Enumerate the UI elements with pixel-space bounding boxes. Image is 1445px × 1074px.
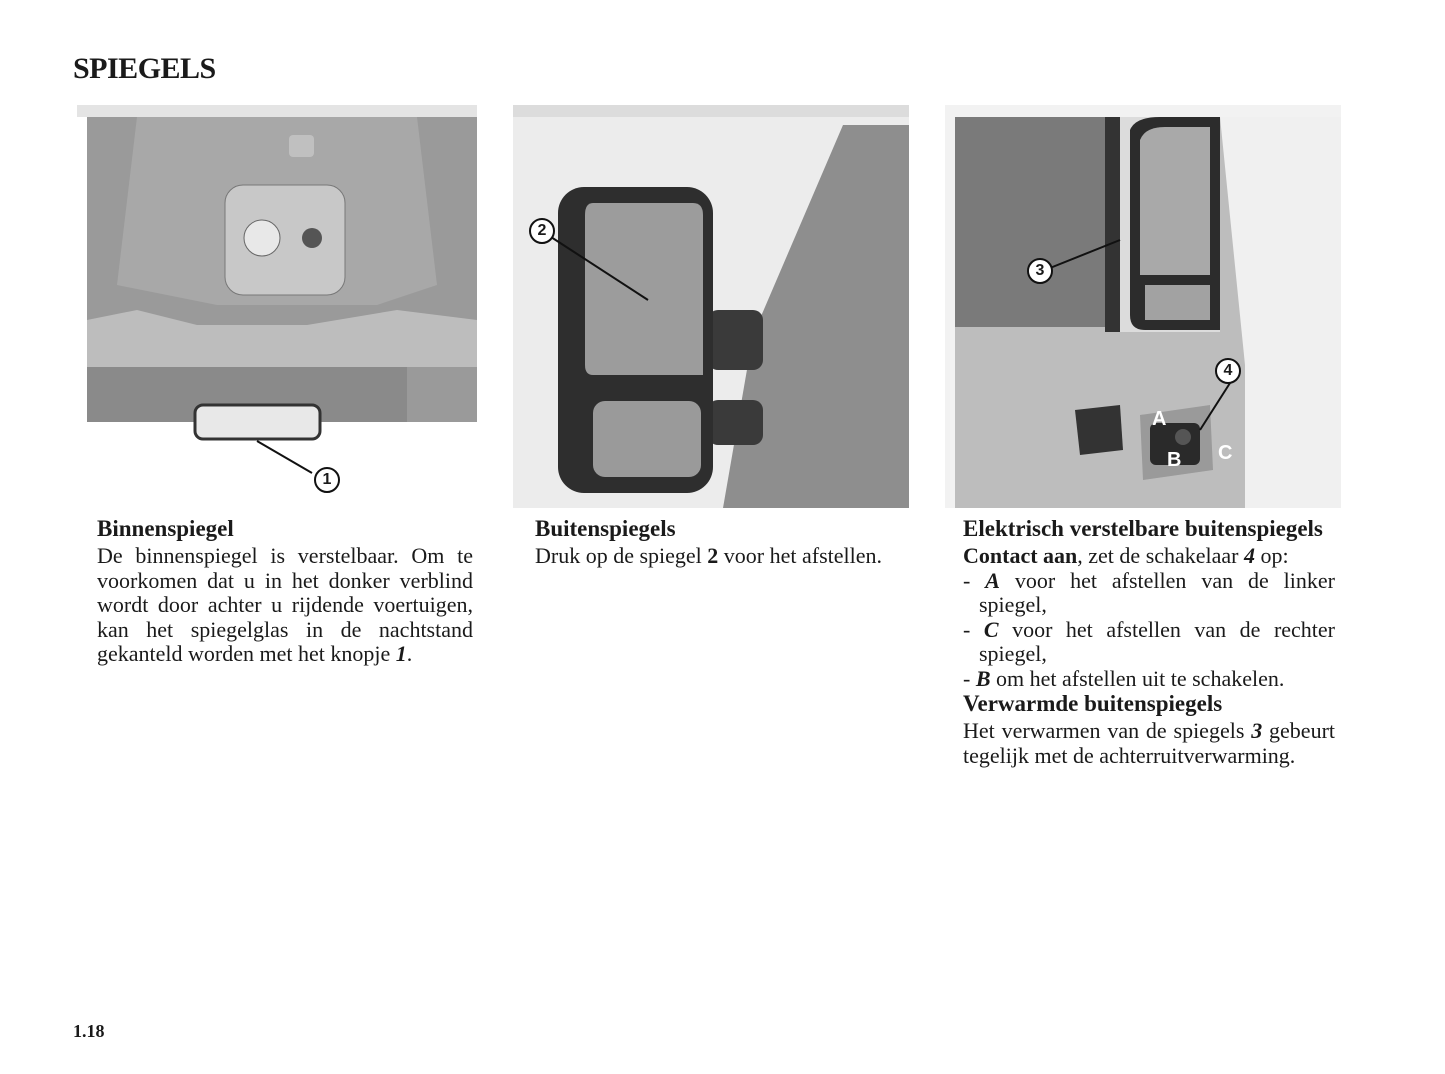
- item-key: B: [975, 665, 991, 691]
- switch-label-a: A: [1152, 408, 1167, 430]
- item-text: voor het afstellen van de rechter spiegel,: [979, 616, 1336, 666]
- page-title: SPIEGELS: [73, 52, 216, 85]
- list-item: - B om het afstellen uit te schakelen.: [963, 665, 1285, 691]
- section-interior-mirror: [97, 516, 473, 667]
- body-text: Het verwarmen van de spiegels: [963, 718, 1252, 743]
- item-key: C: [983, 616, 999, 642]
- photo-door-mirror-switch: [945, 105, 1341, 508]
- list-item: - C voor het afstellen van de rechter spiegel,: [963, 616, 1336, 666]
- callout-3: 3: [1027, 258, 1053, 284]
- switch-label-c: C: [1218, 442, 1233, 464]
- callout-1: 1: [314, 467, 340, 493]
- photo-exterior-mirror: [513, 105, 909, 508]
- photo-interior-mirror: [77, 105, 477, 505]
- body-text: voor het afstellen.: [718, 543, 883, 568]
- body-text: , zet de schakelaar: [1077, 543, 1245, 568]
- text-exterior-mirrors: [535, 544, 905, 569]
- page-number: 1.18: [73, 1021, 105, 1041]
- ref-number: 4: [1244, 543, 1256, 568]
- body-text: gebeurt tegelijk met de achterruitverwarming.: [963, 718, 1336, 768]
- list-item: - A voor het afstellen van de linker spiegel,: [963, 567, 1335, 617]
- switch-label-b: B: [1167, 449, 1182, 471]
- text-interior-mirror: [97, 544, 473, 667]
- item-key: A: [985, 567, 1000, 593]
- contact-on: Contact aan: [963, 543, 1078, 568]
- section-exterior-mirrors: [535, 516, 905, 569]
- body-text: op:: [1255, 543, 1289, 568]
- body-text: De binnenspiegel is verstelbaar. Om te voorkomen dat u in het donker verblind wordt door achter u rijdende voertuigen, kan het spiegelglas in de nachtstand gekanteld worden met het knopje: [97, 543, 473, 666]
- item-text: om het afstellen uit te schakelen.: [990, 665, 1285, 691]
- heading-electric-mirrors: Elektrisch verstelbare buitenspiegels: [963, 516, 1323, 541]
- period: .: [406, 641, 413, 666]
- text-intro: [963, 544, 1335, 569]
- heading-heated-mirrors: Verwarmde buitenspiegels: [963, 691, 1223, 716]
- item-text: voor het afstellen van de linker spiegel,: [979, 567, 1335, 617]
- ref-number: 2: [707, 543, 719, 568]
- ref-number: 3: [1251, 718, 1263, 743]
- callout-4: 4: [1215, 358, 1241, 384]
- heading-exterior-mirrors: Buitenspiegels: [535, 516, 676, 541]
- text-heated-mirrors: [963, 719, 1335, 768]
- ref-number: 1: [395, 641, 407, 666]
- callout-2: 2: [529, 218, 555, 244]
- section-electric-mirrors: [963, 516, 1335, 768]
- body-text: Druk op de spiegel: [535, 543, 708, 568]
- heading-interior-mirror: Binnenspiegel: [97, 516, 234, 541]
